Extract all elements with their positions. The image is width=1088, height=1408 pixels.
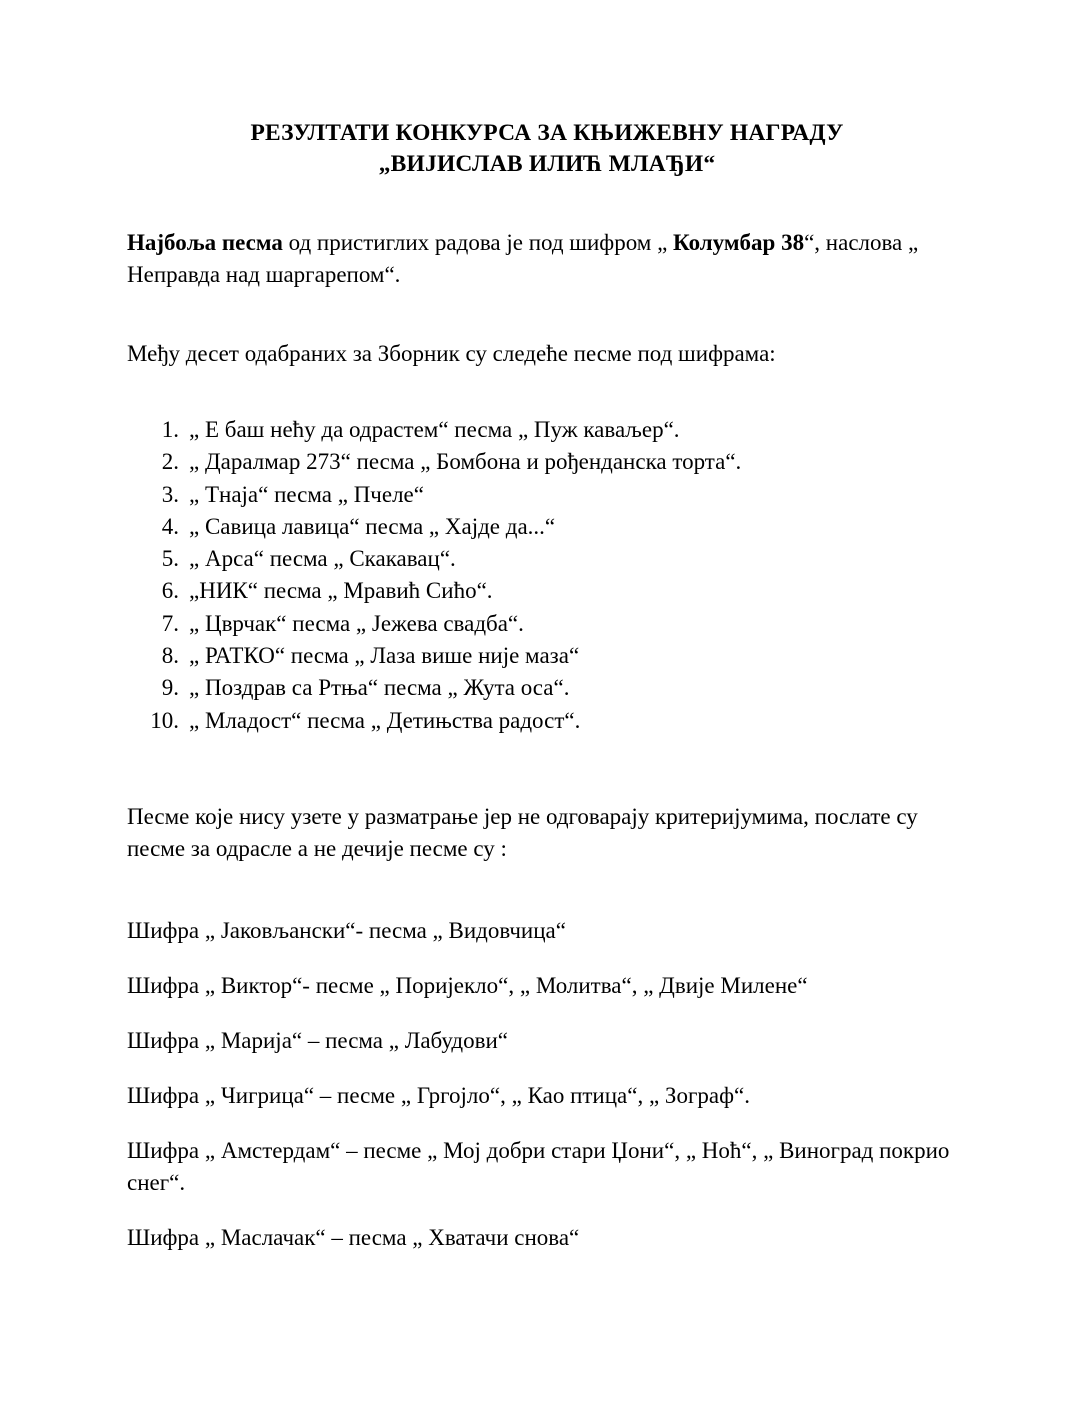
- list-item-number: 8.: [161, 643, 179, 669]
- list-item: [127, 543, 967, 575]
- list-item: [127, 575, 967, 607]
- rejected-paragraph: Песме које нису узете у разматрање јер не одговарају критеријумима, послате су песме за одрасле а не дечије песме су :: [127, 803, 918, 861]
- rejected-code-entry: Шифра „ Амстердам“ – песме „ Мој добри стари Џони“, „ Ноћ“, „ Виноград покрио снег“.: [127, 1137, 950, 1195]
- list-item-number: 6.: [161, 578, 179, 604]
- list-item: [127, 479, 967, 511]
- document-content: [127, 0, 967, 1254]
- list-item-text: „ Арса“ песма „ Скакавац“.: [189, 546, 456, 572]
- rejected-codes-block: [127, 915, 967, 1254]
- list-item-text: „ Младост“ песма „ Детињства радост“.: [189, 707, 581, 733]
- list-item-text: „НИК“ песма „ Мравић Сићо“.: [189, 578, 493, 604]
- list-item-number: 4.: [161, 513, 179, 539]
- list-item-text: „ Поздрав са Ртња“ песма „ Жута оса“.: [189, 675, 570, 701]
- list-item-text: „ РАТКО“ песма „ Лаза више није маза“: [189, 643, 580, 669]
- list-item: [127, 511, 967, 543]
- rejected-code-entry: Шифра „ Маслачак“ – песма „ Хватачи снова“: [127, 1224, 580, 1250]
- list-item: [127, 705, 967, 737]
- rejected-code-entry: Шифра „ Чигрица“ – песме „ Гргојло“, „ Као птица“, „ Зограф“.: [127, 1082, 750, 1108]
- list-item-number: 1.: [161, 417, 179, 442]
- title-line-1: РЕЗУЛТАТИ КОНКУРСА ЗА КЊИЖЕВНУ НАГРАДУ: [250, 120, 844, 146]
- intro-paragraph: Међу десет одабраних за Зборник су следеће песме под шифрама:: [127, 341, 776, 366]
- list-item-number: 3.: [161, 481, 179, 507]
- list-item-number: 7.: [161, 610, 179, 636]
- list-item-text: „ Цврчак“ песма „ Јежева свадба“.: [189, 610, 524, 636]
- selected-poems-list: [127, 414, 967, 737]
- rejected-code-entry: Шифра „ Јаковљански“- песма „ Видовчица“: [127, 917, 566, 943]
- best-poem-label: Најбоља песма: [127, 230, 283, 255]
- list-item-number: 2.: [161, 449, 179, 475]
- rejected-code-entry: Шифра „ Марија“ – песма „ Лабудови“: [127, 1027, 508, 1053]
- best-poem-tail-text: “, наслова „ Неправда над шаргарепом“.: [127, 230, 919, 287]
- best-poem-paragraph: [127, 227, 967, 291]
- list-item-text: „ Е баш нећу да одрастем“ песма „ Пуж каваљер“.: [189, 417, 680, 442]
- list-item-text: „ Савица лавица“ песма „ Хајде да...“: [189, 513, 556, 539]
- list-item-text: „ Тнаја“ песма „ Пчеле“: [189, 481, 424, 507]
- document-title: [127, 118, 967, 180]
- list-item-number: 9.: [161, 675, 179, 701]
- list-item: [127, 446, 967, 478]
- list-item-number: 10.: [150, 707, 179, 733]
- best-poem-code: Колумбар 38: [673, 230, 805, 255]
- list-item-text: „ Даралмар 273“ песма „ Бомбона и рођенданска торта“.: [189, 449, 742, 475]
- list-item: [127, 672, 967, 704]
- list-item: [127, 414, 967, 446]
- list-item-number: 5.: [161, 546, 179, 572]
- list-item: [127, 640, 967, 672]
- title-line-2: „ВИЈИСЛАВ ИЛИЋ МЛАЂИ“: [378, 151, 716, 177]
- list-item: [127, 608, 967, 640]
- best-poem-middle-text: од пристиглих радова је под шифром „: [282, 230, 674, 255]
- rejected-code-entry: Шифра „ Виктор“- песме „ Поријекло“, „ Молитва“, „ Двије Милене“: [127, 972, 808, 998]
